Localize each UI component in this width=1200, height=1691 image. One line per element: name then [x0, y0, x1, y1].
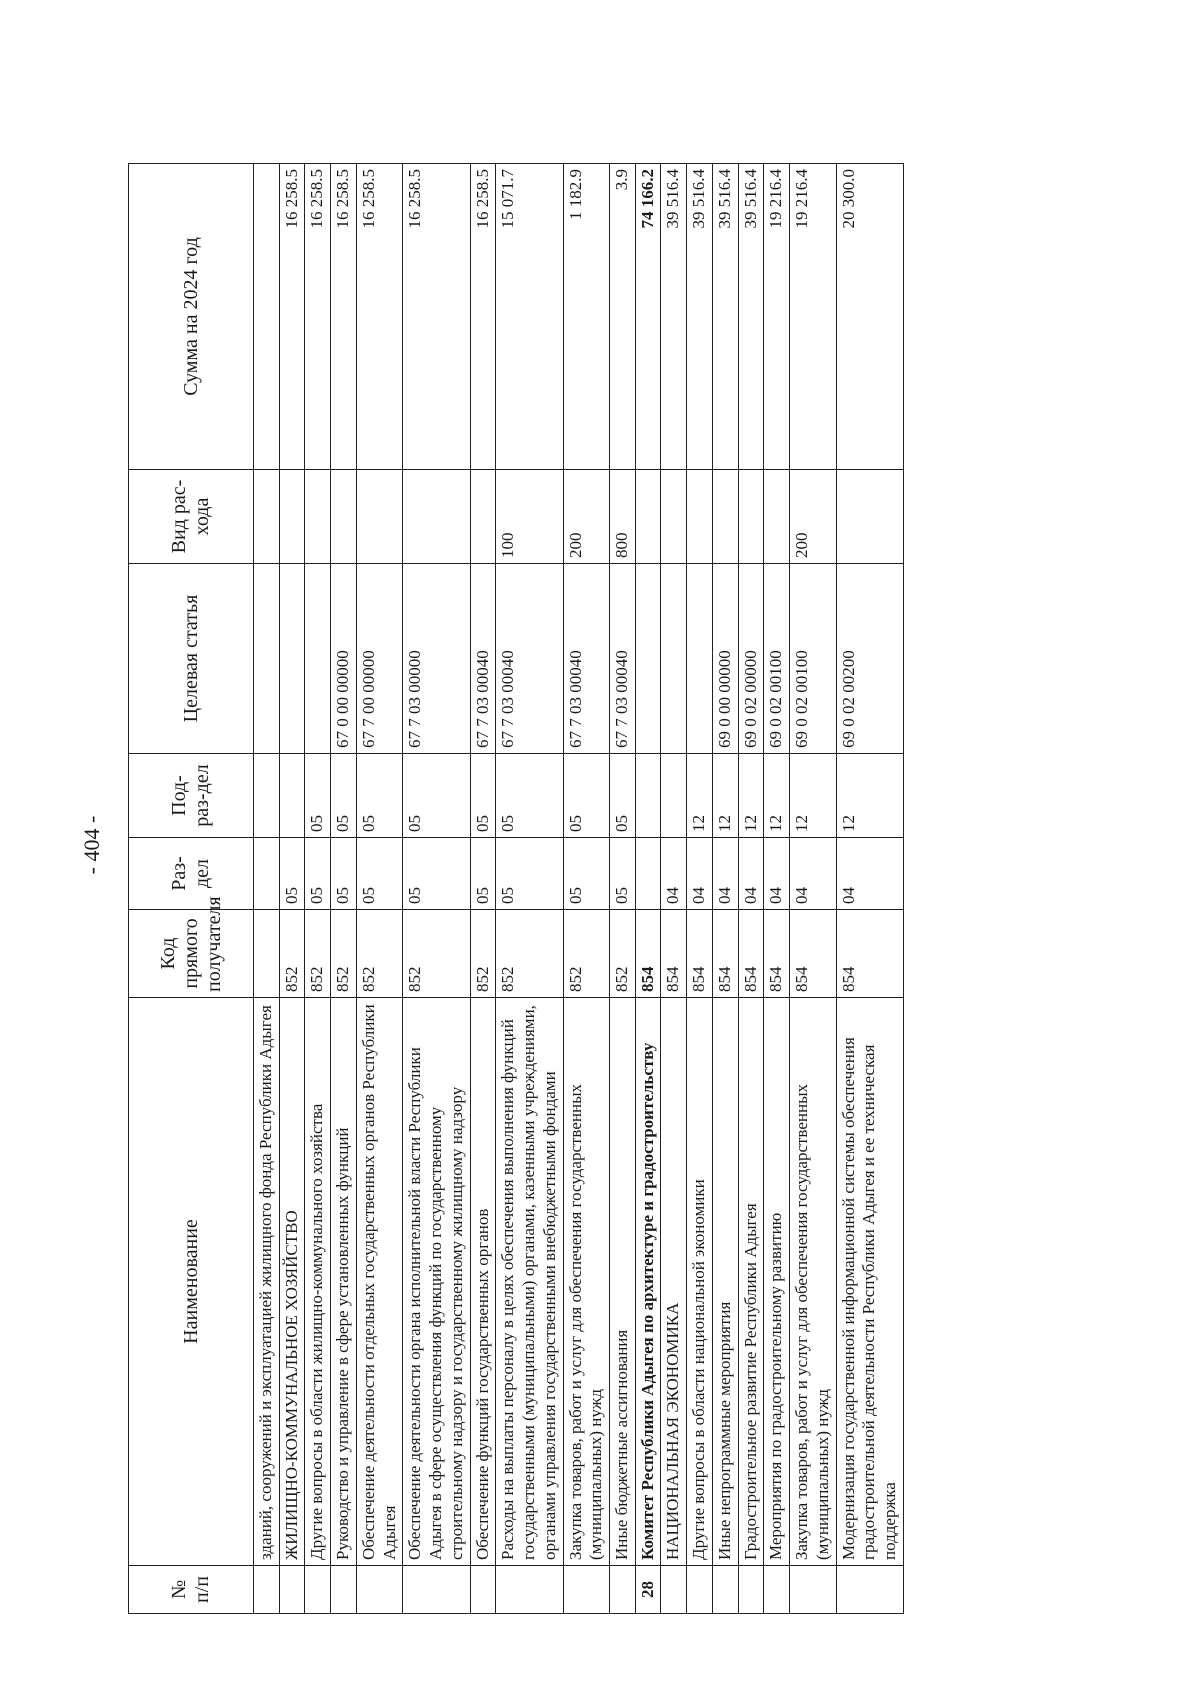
row-name: Руководство и управление в сфере установленных функций: [331, 998, 357, 1566]
recipient-code: 852: [563, 910, 609, 998]
amount-2024: 39 516.4: [738, 164, 764, 470]
rotated-page: [128, 164, 1200, 1614]
amount-2024: 39 516.4: [687, 164, 713, 470]
target-article: 67 7 03 00040: [610, 564, 636, 754]
row-name: Закупка товаров, работ и услуг для обеспечения государственных (муниципальных) нужд: [563, 998, 609, 1566]
row-number: [331, 1566, 357, 1614]
target-article: 67 7 03 00000: [403, 564, 470, 754]
table-row: [356, 164, 402, 1614]
amount-2024: 19 216.4: [764, 164, 790, 470]
row-name: Обеспечение функций государственных органов: [470, 998, 496, 1566]
subsection-code: 12: [790, 754, 836, 838]
header-num: № п/п: [129, 1566, 254, 1614]
section-code: 05: [279, 838, 305, 910]
table-row: [279, 164, 305, 1614]
table-row: [687, 164, 713, 1614]
table-row: [610, 164, 636, 1614]
section-code: [635, 838, 661, 910]
section-code: 04: [687, 838, 713, 910]
amount-2024: 19 216.4: [790, 164, 836, 470]
recipient-code: 854: [764, 910, 790, 998]
row-name: Обеспечение деятельности органа исполнительной власти Республики Адыгея в сфере осуществления функций по государственному строительному надзору и государственному жилищному надзору: [403, 998, 470, 1566]
subsection-code: 12: [687, 754, 713, 838]
amount-2024: [254, 164, 280, 470]
section-code: [254, 838, 280, 910]
table-row: [738, 164, 764, 1614]
target-article: [305, 564, 331, 754]
recipient-code: 852: [470, 910, 496, 998]
row-number: [764, 1566, 790, 1614]
header-section: Раз-дел: [129, 838, 254, 910]
section-code: 04: [738, 838, 764, 910]
section-code: 04: [790, 838, 836, 910]
row-number: [687, 1566, 713, 1614]
amount-2024: 16 258.5: [356, 164, 402, 470]
recipient-code: 852: [356, 910, 402, 998]
expense-type: [836, 470, 903, 564]
expense-type: [356, 470, 402, 564]
expense-type: [254, 470, 280, 564]
expense-type: [712, 470, 738, 564]
table-row: [254, 164, 280, 1614]
table-row: [563, 164, 609, 1614]
expense-type: [764, 470, 790, 564]
row-name: Другие вопросы в области национальной экономики: [687, 998, 713, 1566]
row-number: [836, 1566, 903, 1614]
row-name: ЖИЛИЩНО-КОММУНАЛЬНОЕ ХОЗЯЙСТВО: [279, 998, 305, 1566]
table-row: [712, 164, 738, 1614]
target-article: [254, 564, 280, 754]
subsection-code: [279, 754, 305, 838]
section-code: 04: [661, 838, 687, 910]
subsection-code: [635, 754, 661, 838]
recipient-code: 852: [305, 910, 331, 998]
amount-2024: 20 300.0: [836, 164, 903, 470]
expense-type: [635, 470, 661, 564]
amount-2024: 16 258.5: [403, 164, 470, 470]
recipient-code: 852: [610, 910, 636, 998]
subsection-code: 05: [610, 754, 636, 838]
subsection-code: 05: [470, 754, 496, 838]
table-row: [635, 164, 661, 1614]
header-name: Наименование: [129, 998, 254, 1566]
recipient-code: 852: [279, 910, 305, 998]
row-name: Закупка товаров, работ и услуг для обеспечения государственных (муниципальных) нужд: [790, 998, 836, 1566]
expense-type: [305, 470, 331, 564]
target-article: 67 7 00 00000: [356, 564, 402, 754]
row-number: [470, 1566, 496, 1614]
subsection-code: 12: [738, 754, 764, 838]
expense-type: 200: [563, 470, 609, 564]
expense-type: [661, 470, 687, 564]
amount-2024: 39 516.4: [712, 164, 738, 470]
row-name: Модернизация государственной информационной системы обеспечения градостроительной деятельности Республики Адыгея и ее техническая поддержка: [836, 998, 903, 1566]
recipient-code: 852: [403, 910, 470, 998]
row-number: [661, 1566, 687, 1614]
section-code: 05: [610, 838, 636, 910]
section-code: 05: [403, 838, 470, 910]
target-article: 67 7 03 00040: [563, 564, 609, 754]
budget-table: [128, 163, 904, 1614]
header-target: Целевая статья: [129, 564, 254, 754]
subsection-code: 12: [836, 754, 903, 838]
row-name: Градостроительное развитие Республики Адыгея: [738, 998, 764, 1566]
section-code: 05: [305, 838, 331, 910]
row-name: Комитет Республики Адыгея по архитектуре и градостроительству: [635, 998, 661, 1566]
row-number: [305, 1566, 331, 1614]
expense-type: [331, 470, 357, 564]
recipient-code: 852: [331, 910, 357, 998]
expense-type: [403, 470, 470, 564]
row-name: НАЦИОНАЛЬНАЯ ЭКОНОМИКА: [661, 998, 687, 1566]
amount-2024: 16 258.5: [305, 164, 331, 470]
row-number: [712, 1566, 738, 1614]
amount-2024: 3.9: [610, 164, 636, 470]
expense-type: [470, 470, 496, 564]
table-row: [331, 164, 357, 1614]
target-article: 67 7 03 00040: [496, 564, 563, 754]
row-number: [254, 1566, 280, 1614]
subsection-code: 05: [356, 754, 402, 838]
subsection-code: 12: [764, 754, 790, 838]
target-article: 69 0 02 00100: [764, 564, 790, 754]
header-sum: Сумма на 2024 год: [129, 164, 254, 470]
table-row: [496, 164, 563, 1614]
section-code: 05: [496, 838, 563, 910]
target-article: 69 0 02 00200: [836, 564, 903, 754]
row-name: Другие вопросы в области жилищно-коммунального хозяйства: [305, 998, 331, 1566]
subsection-code: 12: [712, 754, 738, 838]
recipient-code: 854: [635, 910, 661, 998]
recipient-code: 854: [661, 910, 687, 998]
table-row: [661, 164, 687, 1614]
target-article: [661, 564, 687, 754]
section-code: 05: [563, 838, 609, 910]
expense-type: 200: [790, 470, 836, 564]
table-header: [129, 164, 254, 1614]
recipient-code: 854: [790, 910, 836, 998]
section-code: 04: [764, 838, 790, 910]
recipient-code: 854: [687, 910, 713, 998]
section-code: 05: [356, 838, 402, 910]
header-subsection: Под-раз-дел: [129, 754, 254, 838]
amount-2024: 15 071.7: [496, 164, 563, 470]
page-number: - 404 -: [79, 815, 104, 875]
recipient-code: 852: [496, 910, 563, 998]
row-name: Иные бюджетные ассигнования: [610, 998, 636, 1566]
subsection-code: 05: [305, 754, 331, 838]
amount-2024: 1 182.9: [563, 164, 609, 470]
row-number: [610, 1566, 636, 1614]
amount-2024: 16 258.5: [331, 164, 357, 470]
amount-2024: 39 516.4: [661, 164, 687, 470]
row-number: [738, 1566, 764, 1614]
expense-type: 800: [610, 470, 636, 564]
row-name: Расходы на выплаты персоналу в целях обеспечения выполнения функций государственными (муниципальными) органами, казенными учреждениями, органами управления государственными внебюджетными фондами: [496, 998, 563, 1566]
section-code: 05: [331, 838, 357, 910]
row-name: зданий, сооружений и эксплуатацией жилищного фонда Республики Адыгея: [254, 998, 280, 1566]
table-row: [836, 164, 903, 1614]
row-number: [403, 1566, 470, 1614]
table-row: [305, 164, 331, 1614]
row-name: Иные непрограммные мероприятия: [712, 998, 738, 1566]
subsection-code: 05: [403, 754, 470, 838]
row-number: 28: [635, 1566, 661, 1614]
row-number: [563, 1566, 609, 1614]
target-article: 69 0 00 00000: [712, 564, 738, 754]
section-code: 05: [470, 838, 496, 910]
row-name: Мероприятия по градостроительному развитию: [764, 998, 790, 1566]
amount-2024: 16 258.5: [470, 164, 496, 470]
table-row: [790, 164, 836, 1614]
table-row: [470, 164, 496, 1614]
header-expense: Вид рас-хода: [129, 470, 254, 564]
subsection-code: 05: [496, 754, 563, 838]
target-article: [687, 564, 713, 754]
recipient-code: 854: [836, 910, 903, 998]
target-article: [279, 564, 305, 754]
table-row: [764, 164, 790, 1614]
expense-type: [279, 470, 305, 564]
amount-2024: 74 166.2: [635, 164, 661, 470]
recipient-code: 854: [738, 910, 764, 998]
section-code: 04: [836, 838, 903, 910]
recipient-code: [254, 910, 280, 998]
target-article: [635, 564, 661, 754]
row-number: [279, 1566, 305, 1614]
expense-type: [687, 470, 713, 564]
subsection-code: [661, 754, 687, 838]
subsection-code: [254, 754, 280, 838]
amount-2024: 16 258.5: [279, 164, 305, 470]
expense-type: [738, 470, 764, 564]
target-article: 67 7 03 00040: [470, 564, 496, 754]
section-code: 04: [712, 838, 738, 910]
header-recipient: Код прямого получателя: [129, 910, 254, 998]
target-article: 69 0 02 00100: [790, 564, 836, 754]
subsection-code: 05: [563, 754, 609, 838]
row-number: [790, 1566, 836, 1614]
recipient-code: 854: [712, 910, 738, 998]
row-number: [356, 1566, 402, 1614]
target-article: 69 0 02 00000: [738, 564, 764, 754]
expense-type: 100: [496, 470, 563, 564]
row-name: Обеспечение деятельности отдельных государственных органов Республики Адыгея: [356, 998, 402, 1566]
table-row: [403, 164, 470, 1614]
target-article: 67 0 00 00000: [331, 564, 357, 754]
row-number: [496, 1566, 563, 1614]
subsection-code: 05: [331, 754, 357, 838]
